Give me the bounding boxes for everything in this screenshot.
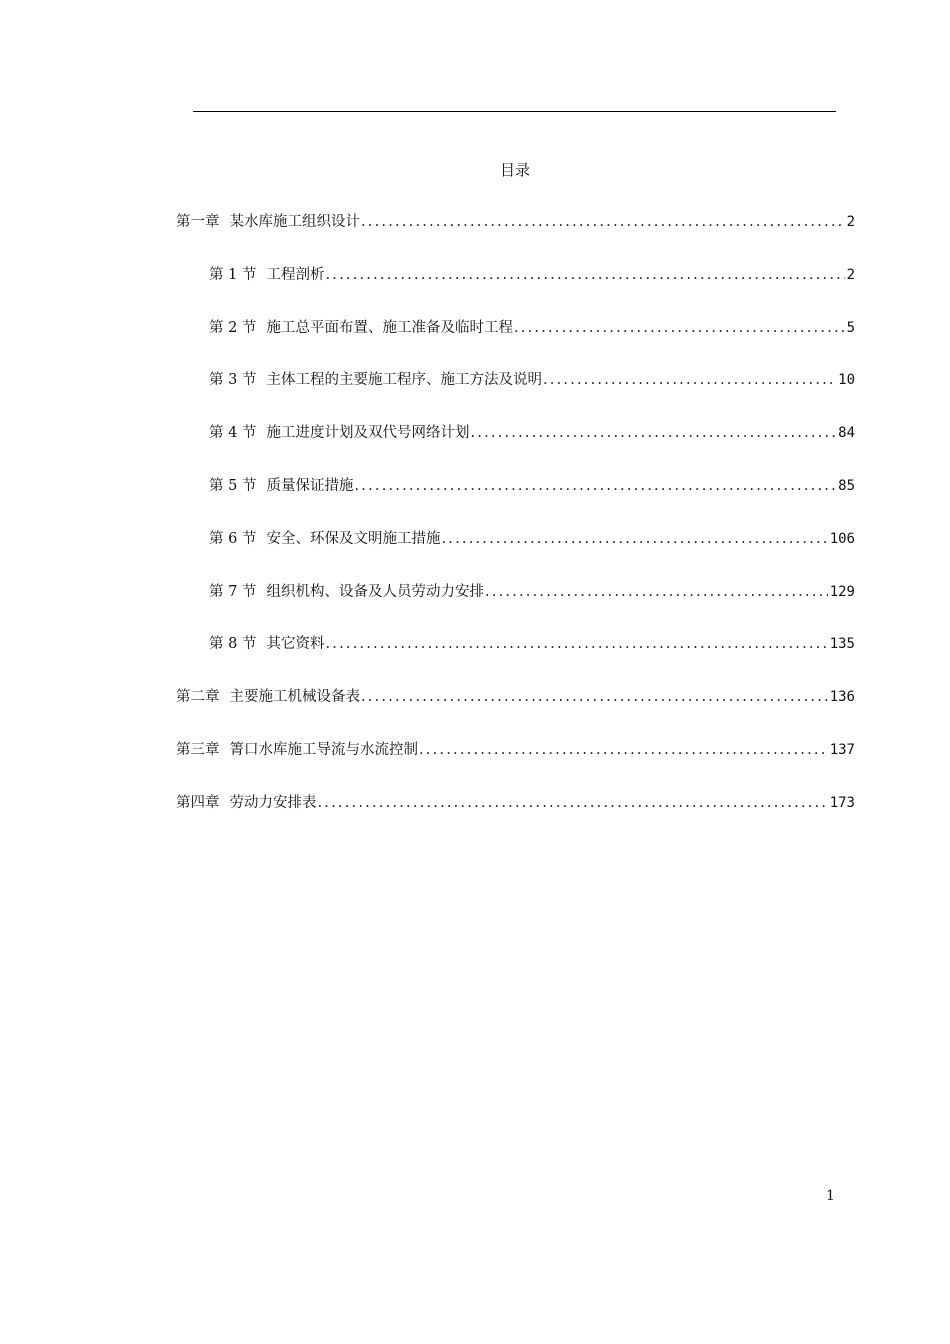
toc-entry-title: 劳动力安排表 [229,794,317,811]
toc-entry-page: 129 [829,583,855,600]
toc-entry-page: 2 [846,214,855,230]
dot-leader [325,262,844,288]
toc-entry-title: 主要施工机械设备表 [229,689,360,706]
dot-leader [514,315,845,341]
toc-entry-number: 第 4 节 [209,425,257,442]
toc-entry-number: 第 8 节 [209,636,257,653]
toc-entry-page: 136 [829,689,855,706]
toc-entry-page: 2 [846,266,855,283]
toc-entry-page: 85 [838,477,855,494]
toc-entry-page: 137 [829,741,855,758]
toc-entry-section-3[interactable] [176,367,855,393]
dot-leader [470,420,836,446]
toc-entry-page: 5 [846,319,855,336]
header-rule [193,111,836,112]
toc-entry-number: 第 2 节 [209,319,257,336]
dot-leader [325,631,827,657]
dot-leader [543,367,836,393]
toc-entry-section-6[interactable] [176,526,855,552]
toc-entry-title: 某水库施工组织设计 [229,214,360,230]
toc-entry-section-2[interactable] [176,315,855,341]
dot-leader [441,526,827,552]
dot-leader [419,737,828,763]
toc-entry-section-8[interactable] [176,631,855,657]
toc-entry-section-1[interactable] [176,262,855,288]
dot-leader [361,209,845,235]
toc-entry-title: 施工总平面布置、施工准备及临时工程 [266,319,513,336]
dot-leader [485,579,828,605]
dot-leader [361,684,828,710]
toc-entry-page: 106 [829,530,855,547]
dot-leader [354,473,836,499]
toc-entry-chapter-4[interactable] [176,790,855,816]
toc-entry-number: 第 7 节 [209,583,257,600]
toc-entry-page: 135 [829,636,855,653]
toc-entry-title: 主体工程的主要施工程序、施工方法及说明 [266,372,542,389]
toc-entry-number: 第四章 [176,794,220,811]
toc-entry-title: 工程剖析 [266,266,325,283]
toc-title: 目录 [499,161,530,179]
toc-entry-chapter-3[interactable] [176,737,855,763]
toc-entry-title: 安全、环保及文明施工措施 [266,530,441,547]
toc-entry-number: 第一章 [176,214,220,230]
dot-leader [318,790,828,816]
toc-entry-title: 质量保证措施 [266,477,354,494]
table-of-contents [176,209,855,843]
toc-entry-title: 施工进度计划及双代号网络计划 [266,425,470,442]
page-number: 1 [826,1188,835,1204]
toc-entry-chapter-1[interactable] [176,209,855,235]
toc-entry-page: 10 [838,372,855,389]
toc-entry-number: 第 6 节 [209,530,257,547]
toc-entry-number: 第 3 节 [209,372,257,389]
toc-entry-page: 173 [829,794,855,811]
toc-entry-page: 84 [838,425,855,442]
toc-entry-number: 第三章 [176,741,220,758]
toc-entry-section-7[interactable] [176,579,855,605]
toc-entry-number: 第 5 节 [209,477,257,494]
toc-entry-section-4[interactable] [176,420,855,446]
toc-entry-chapter-2[interactable] [176,684,855,710]
toc-entry-title: 组织机构、设备及人员劳动力安排 [266,583,484,600]
toc-entry-title: 箐口水库施工导流与水流控制 [229,741,418,758]
toc-entry-number: 第 1 节 [209,266,257,283]
toc-entry-title: 其它资料 [266,636,325,653]
toc-entry-number: 第二章 [176,689,220,706]
toc-entry-section-5[interactable] [176,473,855,499]
